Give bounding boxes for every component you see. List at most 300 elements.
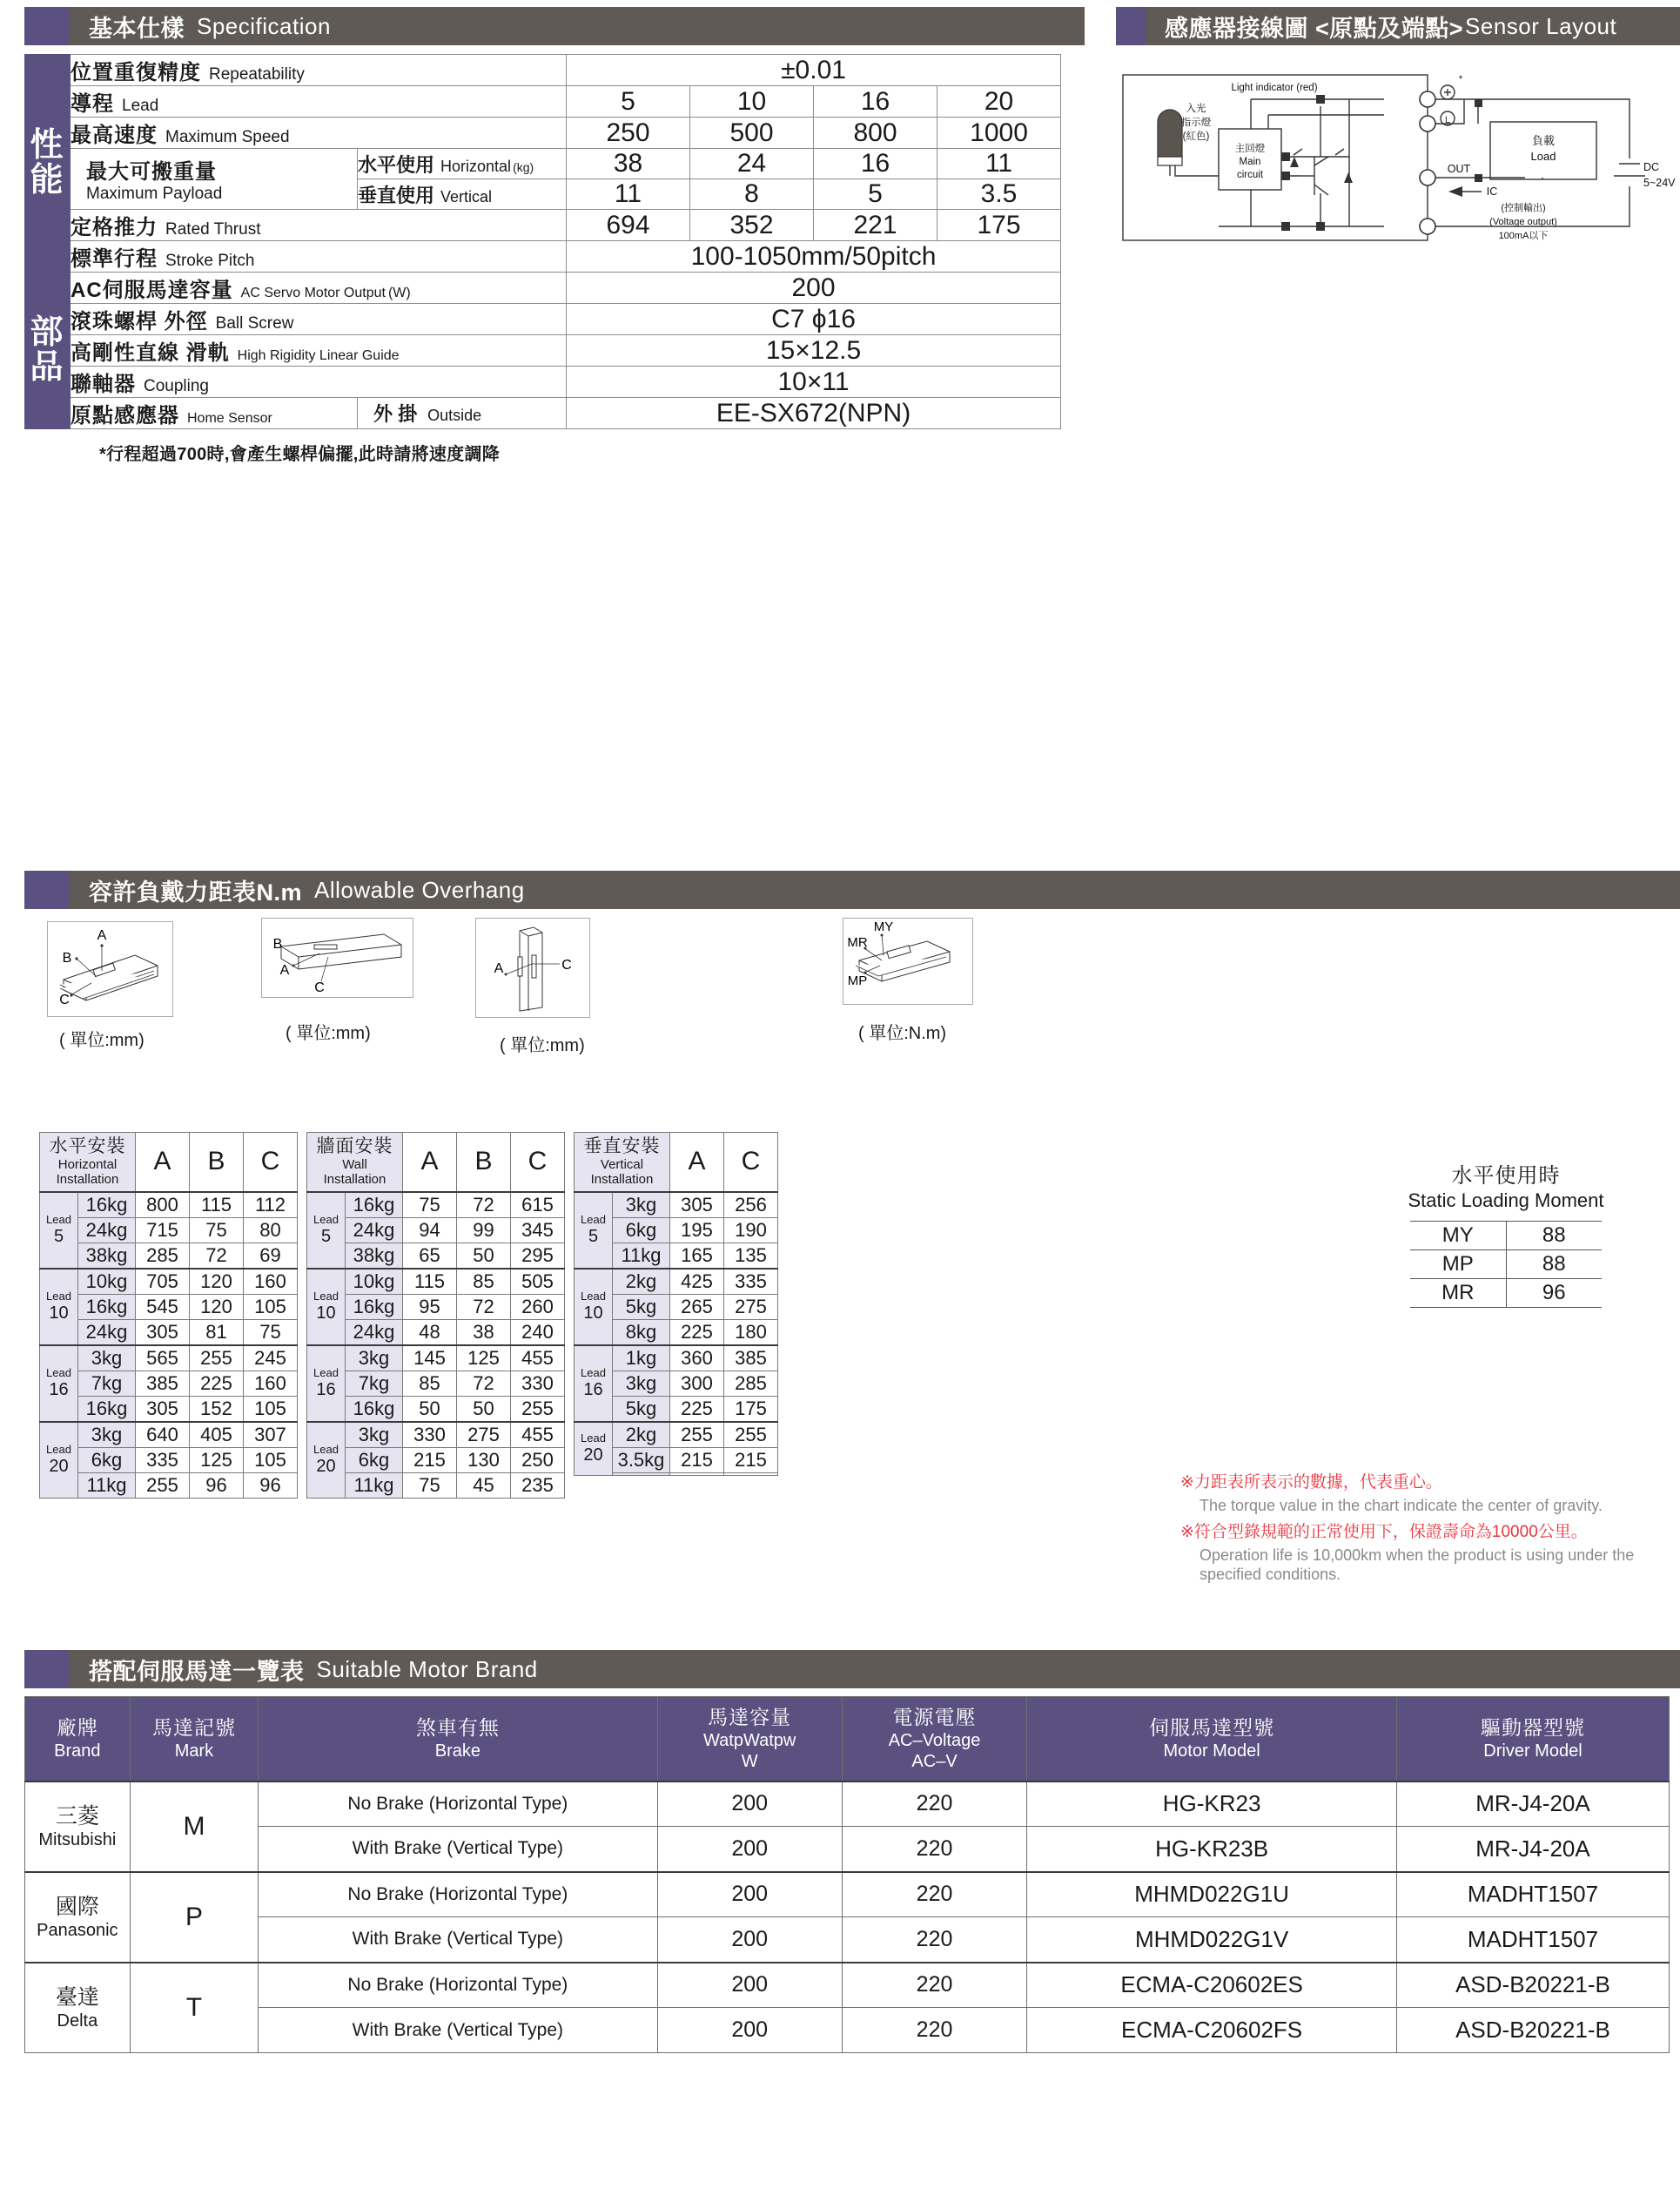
overhang-table-wall bbox=[306, 1132, 565, 1499]
cell-watt: 200 bbox=[657, 1872, 842, 1917]
cell-b: 130 bbox=[457, 1447, 511, 1472]
th-voltage: 電源電壓 AC–Voltage AC–V bbox=[842, 1697, 1026, 1782]
label-load-cn: 負載 bbox=[1531, 134, 1556, 147]
figure-label-c: C bbox=[314, 980, 325, 995]
cell-watt: 200 bbox=[657, 1963, 842, 2008]
specification-section-header bbox=[24, 7, 1085, 45]
cell-b: 152 bbox=[190, 1396, 244, 1422]
cell-a: 48 bbox=[403, 1319, 457, 1345]
table-row bbox=[307, 1472, 565, 1498]
table-row bbox=[307, 1345, 565, 1371]
table-row bbox=[1410, 1279, 1602, 1308]
figure-label-mp: MP bbox=[847, 973, 868, 988]
table-header-row bbox=[575, 1133, 778, 1192]
cell-c: 455 bbox=[511, 1345, 565, 1371]
lead-group-20: Lead 20 bbox=[575, 1422, 613, 1476]
cell-b: 75 bbox=[190, 1217, 244, 1243]
cell-b: 96 bbox=[190, 1472, 244, 1498]
table-row bbox=[40, 1319, 298, 1345]
cell-b: 50 bbox=[457, 1243, 511, 1269]
cell-mark-p: P bbox=[130, 1872, 259, 1963]
cell-motor-model: ECMA-C20602ES bbox=[1027, 1963, 1397, 2008]
motor-section-header bbox=[24, 1650, 1680, 1688]
th-mark: 馬達記號 Mark bbox=[130, 1697, 259, 1782]
header-bar bbox=[1146, 7, 1680, 45]
cell-kg: 24kg bbox=[78, 1319, 136, 1345]
cell-a: 215 bbox=[670, 1447, 724, 1472]
row-label-repeatability: 位置重復精度 Repeatability bbox=[71, 55, 567, 86]
table-row bbox=[25, 1872, 1670, 1917]
cell-kg: 3kg bbox=[346, 1345, 403, 1371]
table-row bbox=[1410, 1222, 1602, 1250]
value-vertical-4: 3.5 bbox=[937, 179, 1061, 210]
cell-watt: 200 bbox=[657, 1827, 842, 1872]
slm-key-mr: MR bbox=[1410, 1279, 1506, 1308]
cell-b: 38 bbox=[457, 1319, 511, 1345]
cell-b: 255 bbox=[190, 1345, 244, 1371]
static-loading-moment bbox=[1384, 1158, 1628, 1308]
cell-motor-model: MHMD022G1U bbox=[1027, 1872, 1397, 1917]
value-vertical-3: 5 bbox=[814, 179, 937, 210]
cell-a: 65 bbox=[403, 1243, 457, 1269]
motor-title-en: Suitable Motor Brand bbox=[316, 1655, 538, 1682]
cell-brake: With Brake (Vertical Type) bbox=[259, 1827, 657, 1872]
header-bar bbox=[70, 7, 1085, 45]
label-ctrl-out-ma: 100mA以下 bbox=[1498, 231, 1549, 241]
cell-c bbox=[724, 1472, 778, 1475]
cell-a: 285 bbox=[136, 1243, 190, 1269]
cell-brake: No Brake (Horizontal Type) bbox=[259, 1963, 657, 2008]
cell-kg: 11kg bbox=[78, 1472, 136, 1498]
cell-kg: 6kg bbox=[346, 1447, 403, 1472]
cell-b: 72 bbox=[457, 1371, 511, 1396]
cell-watt: 200 bbox=[657, 2008, 842, 2053]
table-header-row bbox=[25, 1697, 1670, 1782]
th-col-c: C bbox=[244, 1133, 298, 1192]
table-row bbox=[307, 1447, 565, 1472]
specification-table-container bbox=[24, 54, 1085, 465]
label-ctrl-out-en: (Voltage output) bbox=[1489, 217, 1557, 227]
table-row bbox=[40, 1422, 298, 1448]
value-thrust-4: 175 bbox=[937, 210, 1061, 241]
label-out: OUT bbox=[1447, 163, 1471, 175]
th-col-a: A bbox=[403, 1133, 457, 1192]
cell-c: 135 bbox=[724, 1243, 778, 1269]
cell-c: 256 bbox=[724, 1192, 778, 1218]
row-label-max-payload: 最大可搬重量 Maximum Payload bbox=[71, 149, 358, 210]
spec-footnote: *行程超過700時,會產生螺桿偏擺,此時請將速度調降 bbox=[99, 445, 501, 464]
table-row bbox=[25, 1963, 1670, 2008]
label-load-en: Load bbox=[1530, 150, 1556, 163]
cell-c: 335 bbox=[724, 1269, 778, 1295]
table-row bbox=[40, 1472, 298, 1498]
slm-value-mp: 88 bbox=[1506, 1250, 1602, 1279]
lead-group-10: Lead 10 bbox=[307, 1269, 346, 1345]
cell-c: 245 bbox=[244, 1345, 298, 1371]
cell-a: 75 bbox=[403, 1472, 457, 1498]
table-row bbox=[25, 1782, 1670, 1827]
cell-kg: 3kg bbox=[613, 1371, 670, 1396]
figure-label-c: C bbox=[59, 993, 70, 1007]
figure-label-b: B bbox=[62, 951, 72, 966]
table-row bbox=[40, 1192, 298, 1218]
cell-voltage: 220 bbox=[842, 1827, 1026, 1872]
table-row bbox=[575, 1345, 778, 1371]
th-horizontal-install: 水平安裝 Horizontal Installation bbox=[40, 1133, 136, 1192]
row-label-stroke-pitch: 標準行程 Stroke Pitch bbox=[71, 241, 567, 273]
slm-title-en: Static Loading Moment bbox=[1408, 1189, 1604, 1211]
cell-kg: 7kg bbox=[78, 1371, 136, 1396]
label-in-light-3: (紅色) bbox=[1182, 131, 1210, 142]
label-light-indicator: Light indicator (red) bbox=[1231, 83, 1318, 93]
cell-kg: 16kg bbox=[78, 1294, 136, 1319]
cell-a: 265 bbox=[670, 1294, 724, 1319]
figure-vertical-mount bbox=[475, 918, 590, 1018]
cell-b: 125 bbox=[457, 1345, 511, 1371]
cell-c: 96 bbox=[244, 1472, 298, 1498]
header-bar bbox=[70, 1650, 1680, 1688]
cell-kg bbox=[613, 1472, 670, 1475]
cell-a: 115 bbox=[403, 1269, 457, 1295]
row-label-vertical: 垂直使用 Vertical bbox=[358, 179, 567, 210]
cell-brake: With Brake (Vertical Type) bbox=[259, 1917, 657, 1963]
lead-group-20: Lead 20 bbox=[40, 1422, 78, 1499]
cell-a: 255 bbox=[136, 1472, 190, 1498]
cell-c: 275 bbox=[724, 1294, 778, 1319]
note-2-en: Operation life is 10,000km when the product is using under the specified conditions. bbox=[1200, 1546, 1635, 1584]
table-row bbox=[575, 1269, 778, 1295]
cell-a: 545 bbox=[136, 1294, 190, 1319]
cell-brake: No Brake (Horizontal Type) bbox=[259, 1872, 657, 1917]
overhang-table-horizontal bbox=[39, 1132, 298, 1499]
note-2-cn: ※符合型錄規範的正常使用下，保證壽命為10000公里。 bbox=[1180, 1523, 1588, 1542]
cell-driver-model: MR-J4-20A bbox=[1396, 1782, 1669, 1827]
cell-a: 330 bbox=[403, 1422, 457, 1448]
table-row bbox=[307, 1294, 565, 1319]
value-horizontal-2: 24 bbox=[690, 149, 814, 179]
cell-kg: 16kg bbox=[78, 1396, 136, 1422]
value-speed-1: 250 bbox=[567, 118, 690, 149]
value-speed-3: 800 bbox=[814, 118, 937, 149]
figure-wall-mount bbox=[261, 918, 413, 998]
cell-a: 335 bbox=[136, 1447, 190, 1472]
value-speed-4: 1000 bbox=[937, 118, 1061, 149]
figure-caption-2: ( 單位:mm) bbox=[286, 1024, 371, 1043]
cell-kg: 16kg bbox=[346, 1294, 403, 1319]
cell-kg: 24kg bbox=[346, 1319, 403, 1345]
cell-kg: 3kg bbox=[346, 1422, 403, 1448]
th-brake: 煞車有無 Brake bbox=[259, 1697, 657, 1782]
cell-b: 120 bbox=[190, 1294, 244, 1319]
sensor-layout-diagram bbox=[1116, 54, 1680, 302]
table-row bbox=[25, 210, 1061, 241]
cell-kg: 5kg bbox=[613, 1294, 670, 1319]
cell-a: 195 bbox=[670, 1217, 724, 1243]
cell-c: 215 bbox=[724, 1447, 778, 1472]
cell-brand-panasonic: 國際 Panasonic bbox=[25, 1872, 131, 1963]
cell-c: 235 bbox=[511, 1472, 565, 1498]
row-label-coupling: 聯軸器 Coupling bbox=[71, 367, 567, 398]
figure-label-a: A bbox=[97, 928, 107, 943]
cell-b: 72 bbox=[457, 1192, 511, 1218]
cell-motor-model: MHMD022G1V bbox=[1027, 1917, 1397, 1963]
value-lead-4: 20 bbox=[937, 86, 1061, 118]
row-label-rated-thrust: 定格推力 Rated Thrust bbox=[71, 210, 567, 241]
label-in-light-2: 指示燈 bbox=[1180, 118, 1212, 128]
cell-kg: 6kg bbox=[78, 1447, 136, 1472]
value-vertical-1: 11 bbox=[567, 179, 690, 210]
cell-kg: 38kg bbox=[78, 1243, 136, 1269]
th-col-c: C bbox=[724, 1133, 778, 1192]
overhang-table-vertical bbox=[574, 1132, 778, 1476]
cell-kg: 10kg bbox=[78, 1269, 136, 1295]
table-row bbox=[25, 304, 1061, 335]
overhang-title-en: Allowable Overhang bbox=[314, 876, 525, 903]
th-col-a: A bbox=[136, 1133, 190, 1192]
cell-voltage: 220 bbox=[842, 1917, 1026, 1963]
cell-a: 50 bbox=[403, 1396, 457, 1422]
note-1-cn: ※力距表所表示的數據，代表重心。 bbox=[1180, 1473, 1442, 1492]
cell-b: 275 bbox=[457, 1422, 511, 1448]
table-row bbox=[25, 2008, 1670, 2053]
row-label-horizontal: 水平使用 Horizontal (kg) bbox=[358, 149, 567, 179]
cell-brand-mitsubishi: 三菱 Mitsubishi bbox=[25, 1782, 131, 1872]
cell-kg: 38kg bbox=[346, 1243, 403, 1269]
lead-group-20: Lead 20 bbox=[307, 1422, 346, 1499]
table-row bbox=[25, 1917, 1670, 1963]
table-row bbox=[25, 273, 1061, 304]
actuator-drawing-1 bbox=[48, 922, 172, 1016]
value-vertical-2: 8 bbox=[690, 179, 814, 210]
cell-driver-model: ASD-B20221-B bbox=[1396, 2008, 1669, 2053]
cell-c: 307 bbox=[244, 1422, 298, 1448]
cell-c: 285 bbox=[724, 1371, 778, 1396]
th-wall-install: 牆面安裝 Wall Installation bbox=[307, 1133, 403, 1192]
cell-c: 160 bbox=[244, 1371, 298, 1396]
cell-kg: 2kg bbox=[613, 1269, 670, 1295]
value-thrust-1: 694 bbox=[567, 210, 690, 241]
table-header-row bbox=[40, 1133, 298, 1192]
cell-c: 260 bbox=[511, 1294, 565, 1319]
value-ac-servo-output: 200 bbox=[567, 273, 1061, 304]
cell-b: 85 bbox=[457, 1269, 511, 1295]
sensor-title-en: Sensor Layout bbox=[1465, 12, 1617, 39]
value-repeatability: ±0.01 bbox=[567, 55, 1061, 86]
th-col-b: B bbox=[457, 1133, 511, 1192]
cell-driver-model: MR-J4-20A bbox=[1396, 1827, 1669, 1872]
value-horizontal-3: 16 bbox=[814, 149, 937, 179]
label-dc-range: 5~24V bbox=[1643, 177, 1676, 189]
figure-caption-4: ( 單位:N.m) bbox=[858, 1024, 947, 1043]
table-row bbox=[25, 367, 1061, 398]
cell-a: 145 bbox=[403, 1345, 457, 1371]
cell-b: 72 bbox=[190, 1243, 244, 1269]
lead-group-10: Lead 10 bbox=[40, 1269, 78, 1345]
cell-b: 125 bbox=[190, 1447, 244, 1472]
th-vertical-install: 垂直安裝 Vertical Installation bbox=[575, 1133, 670, 1192]
cell-a: 385 bbox=[136, 1371, 190, 1396]
label-main-circuit-cn: 主回燈 bbox=[1234, 144, 1266, 154]
th-watt: 馬達容量 WatpWatpw W bbox=[657, 1697, 842, 1782]
cell-kg: 16kg bbox=[78, 1192, 136, 1218]
cell-b: 72 bbox=[457, 1294, 511, 1319]
group-label-performance: 性能 bbox=[25, 55, 71, 273]
specification-table bbox=[24, 54, 1061, 429]
cell-c: 255 bbox=[724, 1422, 778, 1448]
static-loading-table bbox=[1410, 1221, 1602, 1308]
value-coupling: 10×11 bbox=[567, 367, 1061, 398]
value-thrust-3: 221 bbox=[814, 210, 937, 241]
cell-a: 165 bbox=[670, 1243, 724, 1269]
cell-b: 50 bbox=[457, 1396, 511, 1422]
cell-a: 305 bbox=[670, 1192, 724, 1218]
figure-label-c: C bbox=[561, 958, 572, 973]
table-row bbox=[307, 1217, 565, 1243]
table-row bbox=[40, 1396, 298, 1422]
cell-brand-delta: 臺達 Delta bbox=[25, 1963, 131, 2053]
cell-a: 75 bbox=[403, 1192, 457, 1218]
table-row bbox=[25, 55, 1061, 86]
th-motor-model: 伺服馬達型號 Motor Model bbox=[1027, 1697, 1397, 1782]
sensor-title-cn: 感應器接線圖 <原點及端點> bbox=[1165, 15, 1464, 42]
cell-c: 255 bbox=[511, 1396, 565, 1422]
cell-b: 81 bbox=[190, 1319, 244, 1345]
cell-c: 345 bbox=[511, 1217, 565, 1243]
header-bar bbox=[70, 871, 1680, 909]
table-row bbox=[40, 1371, 298, 1396]
lead-group-16: Lead 16 bbox=[40, 1345, 78, 1422]
overhang-notes bbox=[1180, 1472, 1680, 1591]
cell-a: 300 bbox=[670, 1371, 724, 1396]
cell-a: 305 bbox=[136, 1319, 190, 1345]
table-row bbox=[40, 1269, 298, 1295]
cell-a: 255 bbox=[670, 1422, 724, 1448]
figure-caption-1: ( 單位:mm) bbox=[59, 1031, 144, 1050]
cell-c: 330 bbox=[511, 1371, 565, 1396]
table-row bbox=[25, 149, 1061, 179]
cell-kg: 3kg bbox=[613, 1192, 670, 1218]
slm-key-mp: MP bbox=[1410, 1250, 1506, 1279]
row-label-ac-servo-output: AC伺服馬達容量 AC Servo Motor Output (W) bbox=[71, 273, 567, 304]
value-speed-2: 500 bbox=[690, 118, 814, 149]
actuator-drawing-3 bbox=[476, 919, 589, 1017]
cell-c: 105 bbox=[244, 1294, 298, 1319]
table-row bbox=[25, 118, 1061, 149]
cell-a: 425 bbox=[670, 1269, 724, 1295]
value-linear-guide: 15×12.5 bbox=[567, 335, 1061, 367]
cell-b: 99 bbox=[457, 1217, 511, 1243]
table-row bbox=[575, 1192, 778, 1218]
cell-a bbox=[670, 1472, 724, 1475]
cell-c: 105 bbox=[244, 1447, 298, 1472]
table-header-row bbox=[307, 1133, 565, 1192]
cell-voltage: 220 bbox=[842, 1872, 1026, 1917]
row-label-ball-screw: 滾珠螺桿 外徑 Ball Screw bbox=[71, 304, 567, 335]
cell-a: 800 bbox=[136, 1192, 190, 1218]
table-row bbox=[40, 1217, 298, 1243]
cell-c: 455 bbox=[511, 1422, 565, 1448]
cell-kg: 24kg bbox=[346, 1217, 403, 1243]
value-lead-2: 10 bbox=[690, 86, 814, 118]
th-driver-model: 驅動器型號 Driver Model bbox=[1396, 1697, 1669, 1782]
cell-motor-model: HG-KR23 bbox=[1027, 1782, 1397, 1827]
figure-label-b: B bbox=[272, 937, 283, 952]
cell-c: 240 bbox=[511, 1319, 565, 1345]
cell-b: 225 bbox=[190, 1371, 244, 1396]
cell-watt: 200 bbox=[657, 1917, 842, 1963]
cell-c: 175 bbox=[724, 1396, 778, 1422]
lead-group-5: Lead 5 bbox=[575, 1192, 613, 1269]
label-ic: IC bbox=[1486, 185, 1498, 198]
header-accent-block bbox=[1116, 7, 1146, 45]
cell-voltage: 220 bbox=[842, 1782, 1026, 1827]
table-row bbox=[307, 1422, 565, 1448]
table-row bbox=[40, 1294, 298, 1319]
label-ctrl-out-cn: (控制輸出) bbox=[1501, 203, 1546, 213]
cell-a: 94 bbox=[403, 1217, 457, 1243]
cell-c: 105 bbox=[244, 1396, 298, 1422]
table-row bbox=[40, 1243, 298, 1269]
cell-kg: 16kg bbox=[346, 1192, 403, 1218]
header-accent-block bbox=[24, 871, 70, 909]
cell-watt: 200 bbox=[657, 1782, 842, 1827]
lead-group-16: Lead 16 bbox=[575, 1345, 613, 1422]
cell-a: 715 bbox=[136, 1217, 190, 1243]
lead-group-10: Lead 10 bbox=[575, 1269, 613, 1345]
cell-a: 225 bbox=[670, 1396, 724, 1422]
cell-motor-model: ECMA-C20602FS bbox=[1027, 2008, 1397, 2053]
note-1-en: The torque value in the chart indicate the center of gravity. bbox=[1200, 1496, 1603, 1514]
lead-group-5: Lead 5 bbox=[40, 1192, 78, 1269]
cell-a: 565 bbox=[136, 1345, 190, 1371]
cell-c: 180 bbox=[724, 1319, 778, 1345]
header-accent-block bbox=[24, 1650, 70, 1688]
value-horizontal-4: 11 bbox=[937, 149, 1061, 179]
slm-title-cn: 水平使用時 bbox=[1451, 1164, 1561, 1188]
cell-mark-m: M bbox=[130, 1782, 259, 1872]
cell-c: 505 bbox=[511, 1269, 565, 1295]
cell-voltage: 220 bbox=[842, 2008, 1026, 2053]
group-label-parts: 部品 bbox=[25, 273, 71, 429]
table-row bbox=[307, 1396, 565, 1422]
header-accent-block bbox=[24, 7, 70, 45]
overhang-tables bbox=[39, 1132, 778, 1499]
row-label-max-speed: 最高速度 Maximum Speed bbox=[71, 118, 567, 149]
cell-c: 80 bbox=[244, 1217, 298, 1243]
figure-moment-directions bbox=[843, 918, 973, 1005]
cell-b: 405 bbox=[190, 1422, 244, 1448]
cell-kg: 11kg bbox=[346, 1472, 403, 1498]
value-stroke-pitch: 100-1050mm/50pitch bbox=[567, 241, 1061, 273]
cell-kg: 2kg bbox=[613, 1422, 670, 1448]
value-home-sensor: EE-SX672(NPN) bbox=[567, 398, 1061, 429]
row-label-linear-guide: 高剛性直線 滑軌 High Rigidity Linear Guide bbox=[71, 335, 567, 367]
figure-label-mr: MR bbox=[847, 935, 868, 950]
cell-motor-model: HG-KR23B bbox=[1027, 1827, 1397, 1872]
cell-a: 85 bbox=[403, 1371, 457, 1396]
svg-text:L: L bbox=[1444, 115, 1451, 125]
label-main-circuit-en1: Main bbox=[1239, 157, 1261, 167]
value-horizontal-1: 38 bbox=[567, 149, 690, 179]
table-row bbox=[307, 1269, 565, 1295]
cell-kg: 3.5kg bbox=[613, 1447, 670, 1472]
actuator-drawing-2 bbox=[262, 919, 413, 997]
cell-c: 112 bbox=[244, 1192, 298, 1218]
spec-title-cn: 基本仕樣 bbox=[89, 15, 185, 42]
cell-kg: 3kg bbox=[78, 1422, 136, 1448]
overhang-title-cn: 容許負戴力距表N.m bbox=[89, 879, 303, 906]
cell-c: 160 bbox=[244, 1269, 298, 1295]
